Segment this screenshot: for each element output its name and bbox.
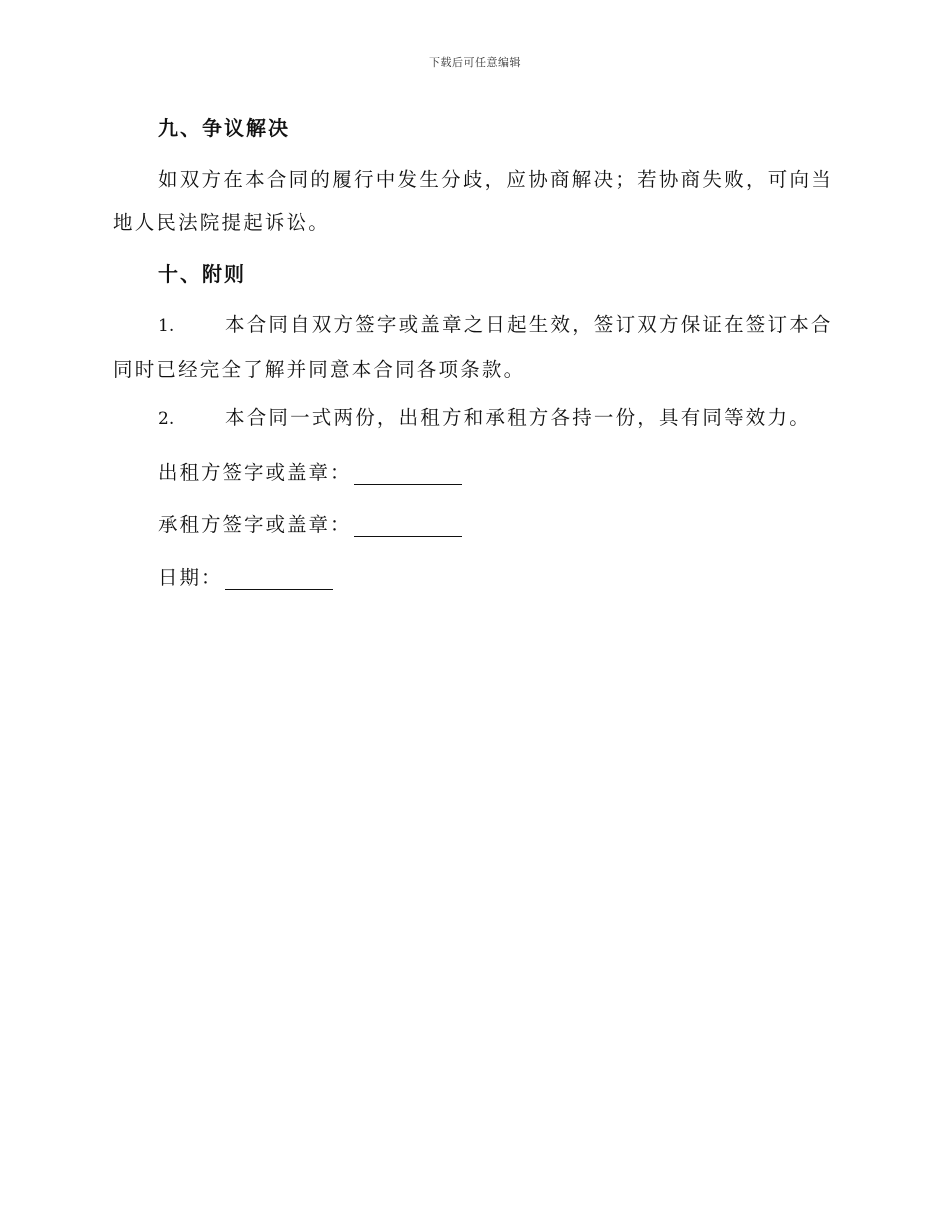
- lessor-signature-row: [158, 457, 462, 485]
- clause-text-continued: 同时已经完全了解并同意本合同各项条款。: [113, 358, 526, 381]
- lessee-signature-label: 承租方签字或盖章：: [158, 513, 352, 536]
- clause-number: 2.: [158, 409, 175, 429]
- lessor-signature-blank: [354, 466, 462, 485]
- lessee-signature-blank: [354, 518, 462, 537]
- page-header: 下载后可任意编辑: [429, 56, 521, 69]
- clause-text: 本合同自双方签字或盖章之日起生效，签订双方保证在签订本合: [225, 313, 833, 336]
- clause-item-2: [113, 396, 833, 441]
- date-row: [158, 562, 333, 590]
- clause-item-1: [113, 303, 833, 391]
- section-9-title: 九、争议解决: [158, 116, 290, 140]
- date-label: 日期：: [158, 566, 223, 589]
- lessee-signature-row: [158, 509, 462, 537]
- clause-number: 1.: [158, 316, 175, 336]
- section-9-body: 如双方在本合同的履行中发生分歧，应协商解决；若协商失败，可向当地人民法院提起诉讼。: [113, 168, 833, 234]
- date-blank: [225, 571, 333, 590]
- section-10-title: 十、附则: [158, 262, 246, 286]
- clause-text: 本合同一式两份，出租方和承租方各持一份，具有同等效力。: [225, 406, 811, 429]
- lessor-signature-label: 出租方签字或盖章：: [158, 461, 352, 484]
